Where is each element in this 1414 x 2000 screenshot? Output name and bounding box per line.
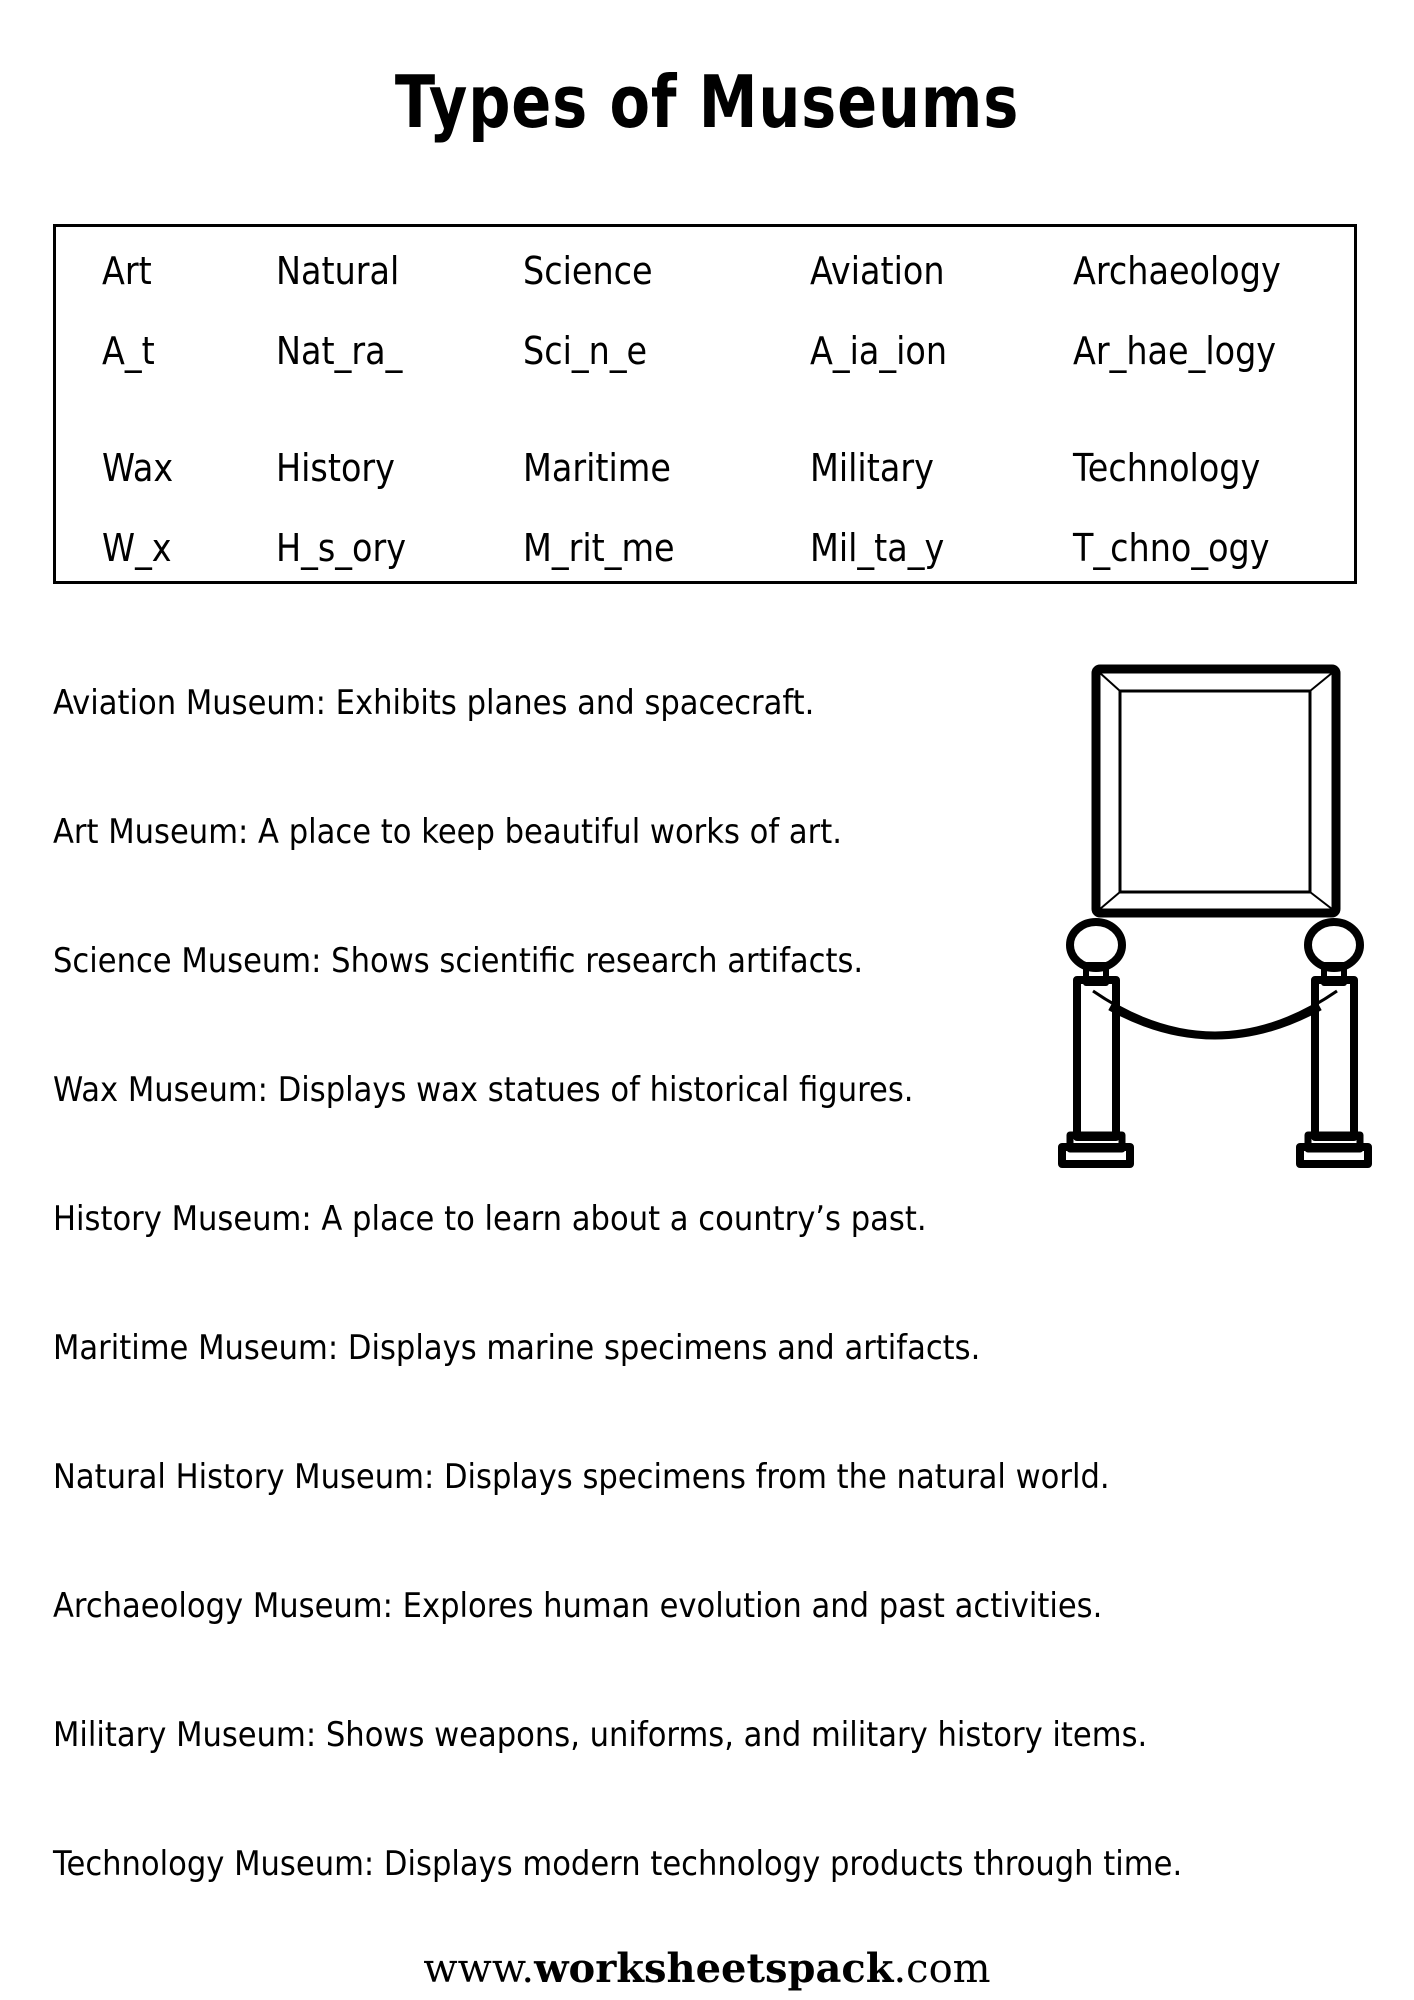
museum-description: Wax Museum: Displays wax statues of historical figures. xyxy=(53,1070,914,1110)
word: Wax xyxy=(102,446,174,490)
museum-description: Art Museum: A place to keep beautiful works of art. xyxy=(53,812,842,852)
missing-letter-word: A_ia_ion xyxy=(810,329,948,373)
word: Maritime xyxy=(523,446,671,490)
footer-suffix: .com xyxy=(893,1946,991,1992)
missing-letter-word: M_rit_me xyxy=(523,526,675,570)
museum-description: Science Museum: Shows scientific research artifacts. xyxy=(53,941,864,981)
page-title: Types of Museums xyxy=(394,60,1020,144)
museum-description: Natural History Museum: Displays specimens from the natural world. xyxy=(53,1457,1110,1497)
missing-letter-word: Mil_ta_y xyxy=(810,526,945,570)
word: Aviation xyxy=(810,249,945,293)
word: Art xyxy=(102,249,152,293)
museum-description: Military Museum: Shows weapons, uniforms, and military history items. xyxy=(53,1715,1148,1755)
word: Technology xyxy=(1073,446,1261,490)
missing-letter-word: A_t xyxy=(102,329,155,373)
missing-letter-word: Sci_n_e xyxy=(523,329,648,373)
missing-letter-word: Nat_ra_ xyxy=(276,329,403,373)
museum-description: History Museum: A place to learn about a country’s past. xyxy=(53,1199,927,1239)
museum-frame-with-rope-barrier-icon xyxy=(1050,660,1390,1180)
footer-prefix: www. xyxy=(423,1946,535,1992)
missing-letter-word: W_x xyxy=(102,526,172,570)
word: History xyxy=(276,446,395,490)
footer-brand: worksheetspack xyxy=(534,1945,894,1992)
museum-description: Technology Museum: Displays modern technology products through time. xyxy=(53,1844,1183,1884)
word: Natural xyxy=(276,249,400,293)
footer-website xyxy=(0,1945,1414,1992)
museum-description: Maritime Museum: Displays marine specimens and artifacts. xyxy=(53,1328,981,1368)
word: Archaeology xyxy=(1073,249,1281,293)
word: Science xyxy=(523,249,653,293)
missing-letter-word: Ar_hae_logy xyxy=(1073,329,1277,373)
museum-description: Aviation Museum: Exhibits planes and spacecraft. xyxy=(53,683,815,723)
word: Military xyxy=(810,446,934,490)
missing-letter-word: H_s_ory xyxy=(276,526,407,570)
missing-letter-word: T_chno_ogy xyxy=(1073,526,1270,570)
museum-description: Archaeology Museum: Explores human evolution and past activities. xyxy=(53,1586,1103,1626)
